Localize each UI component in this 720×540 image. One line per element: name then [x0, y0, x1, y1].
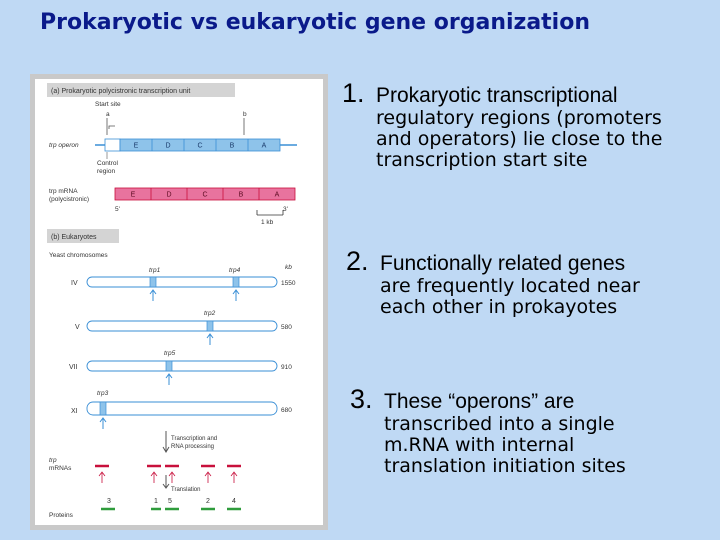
point-body — [376, 108, 662, 171]
operon-gene-a: A — [261, 142, 267, 150]
operon-gene-e: E — [133, 142, 139, 150]
chromosome-bar — [87, 402, 277, 415]
processing-label-2: RNA processing — [171, 444, 215, 450]
five-prime-label: 5' — [115, 206, 120, 213]
point-line: are frequently located near — [380, 275, 640, 297]
point-number: 2. — [346, 246, 369, 276]
arrow-down-icon — [163, 431, 169, 452]
point-line: transcription start site — [376, 149, 588, 171]
chromosome-vii — [69, 361, 292, 371]
protein-2 — [201, 498, 215, 509]
scale-bar-label: 1 kb — [261, 219, 274, 226]
arrow-up-icon — [233, 290, 239, 301]
control-region-label-1: Control — [97, 160, 118, 167]
processing-label-1: Transcription and — [171, 436, 218, 442]
panel-b-heading: (b) Eukaryotes — [51, 234, 97, 241]
protein-1 — [151, 498, 161, 509]
protein-3 — [101, 498, 115, 509]
translation-label: Translation — [171, 487, 201, 493]
arrow-up-icon — [231, 472, 237, 483]
point-body — [384, 414, 626, 477]
arrow-up-icon — [99, 472, 105, 483]
panel-a-heading: (a) Prokaryotic polycistronic transcription unit — [51, 88, 191, 95]
marker-a: a — [106, 111, 110, 118]
chromosome-bar — [87, 277, 277, 287]
chromosome-kb: 680 — [281, 407, 292, 414]
point-lead: Functionally related genes — [380, 252, 626, 275]
protein-number: 3 — [107, 498, 111, 505]
mrna-dash-4 — [227, 466, 241, 483]
control-region-label-2: region — [97, 168, 116, 175]
operon-gene-d: D — [165, 142, 171, 150]
proteins-label: Proteins — [49, 512, 73, 519]
chromosome-bar — [87, 321, 277, 331]
mrna-label-1: trp mRNA — [49, 188, 78, 195]
start-site-label: Start site — [95, 101, 121, 108]
arrow-up-icon — [151, 472, 157, 483]
arrow-up-icon — [100, 418, 106, 429]
mrnas-label-2: mRNAs — [49, 465, 72, 472]
gene-label: trp1 — [149, 267, 161, 274]
point-line: translation initiation sites — [384, 455, 626, 477]
chromosome-kb: 580 — [281, 324, 292, 331]
start-site-arrow-icon — [109, 126, 115, 129]
chromosome-name: XI — [71, 408, 78, 415]
mrna-gene-d: D — [166, 191, 172, 199]
operon-gene-c: C — [197, 142, 203, 150]
protein-number: 2 — [206, 498, 210, 505]
chromosome-name: V — [75, 324, 80, 331]
gene-label: trp4 — [229, 267, 241, 274]
protein-4 — [227, 498, 241, 509]
figure-panel — [30, 74, 328, 530]
gene-band — [166, 361, 172, 371]
mrna-dash-5 — [165, 466, 179, 483]
operon-label: trp operon — [49, 142, 79, 149]
mrna-dash-3 — [95, 466, 109, 483]
point-line: m.RNA with internal — [384, 434, 575, 456]
mrna-gene-a: A — [274, 191, 280, 199]
arrow-down-icon — [163, 475, 169, 488]
point-lead: These “operons” are — [384, 390, 575, 413]
point-body — [380, 276, 640, 318]
arrow-up-icon — [150, 290, 156, 301]
point-number: 3. — [350, 384, 373, 414]
mrna-gene-e: E — [130, 191, 136, 199]
slide-title: Prokaryotic vs eukaryotic gene organization — [40, 10, 590, 35]
arrow-up-icon — [166, 374, 172, 385]
arrow-up-icon — [207, 334, 213, 345]
control-region-box — [105, 139, 120, 151]
mrna-dash-1 — [147, 466, 161, 483]
chromosome-bar — [87, 361, 277, 371]
mrna-gene-b: B — [238, 191, 244, 199]
arrow-up-icon — [205, 472, 211, 483]
protein-5 — [165, 498, 179, 509]
point-number: 1. — [342, 78, 365, 108]
point-line: regulatory regions (promoters — [376, 107, 662, 129]
chromosome-iv — [71, 277, 296, 287]
point-line: and operators) lie close to the — [376, 128, 663, 150]
mrna-gene-c: C — [202, 191, 208, 199]
point-line: transcribed into a single — [384, 413, 615, 435]
chromosome-name: IV — [71, 280, 78, 287]
mrnas-label-1: trp — [49, 457, 57, 464]
mrna-label-2: (polycistronic) — [49, 196, 90, 203]
operon-gene-b: B — [229, 142, 235, 150]
chromosome-kb: 910 — [281, 364, 292, 371]
gene-label: trp2 — [204, 310, 216, 317]
mrna-dash-2 — [201, 466, 215, 483]
chromosome-v — [75, 321, 292, 331]
trp-gene-organization-diagram — [35, 79, 323, 525]
three-prime-label: 3' — [283, 206, 288, 213]
arrow-up-icon — [169, 472, 175, 483]
gene-label: trp5 — [164, 350, 176, 357]
marker-b: b — [243, 111, 247, 118]
point-lead: Prokaryotic transcriptional — [376, 84, 618, 107]
kb-header: kb — [285, 264, 292, 271]
protein-number: 1 — [154, 498, 158, 505]
chromosome-kb: 1550 — [281, 280, 296, 287]
gene-band — [207, 321, 213, 331]
protein-number: 5 — [168, 498, 172, 505]
protein-number: 4 — [232, 498, 236, 505]
point-line: each other in prokayotes — [380, 296, 618, 318]
yeast-chromosomes-label: Yeast chromosomes — [49, 252, 108, 259]
gene-band — [100, 402, 106, 415]
gene-band — [233, 277, 239, 287]
chromosome-name: VII — [69, 364, 78, 371]
gene-band — [150, 277, 156, 287]
gene-label: trp3 — [97, 390, 109, 397]
